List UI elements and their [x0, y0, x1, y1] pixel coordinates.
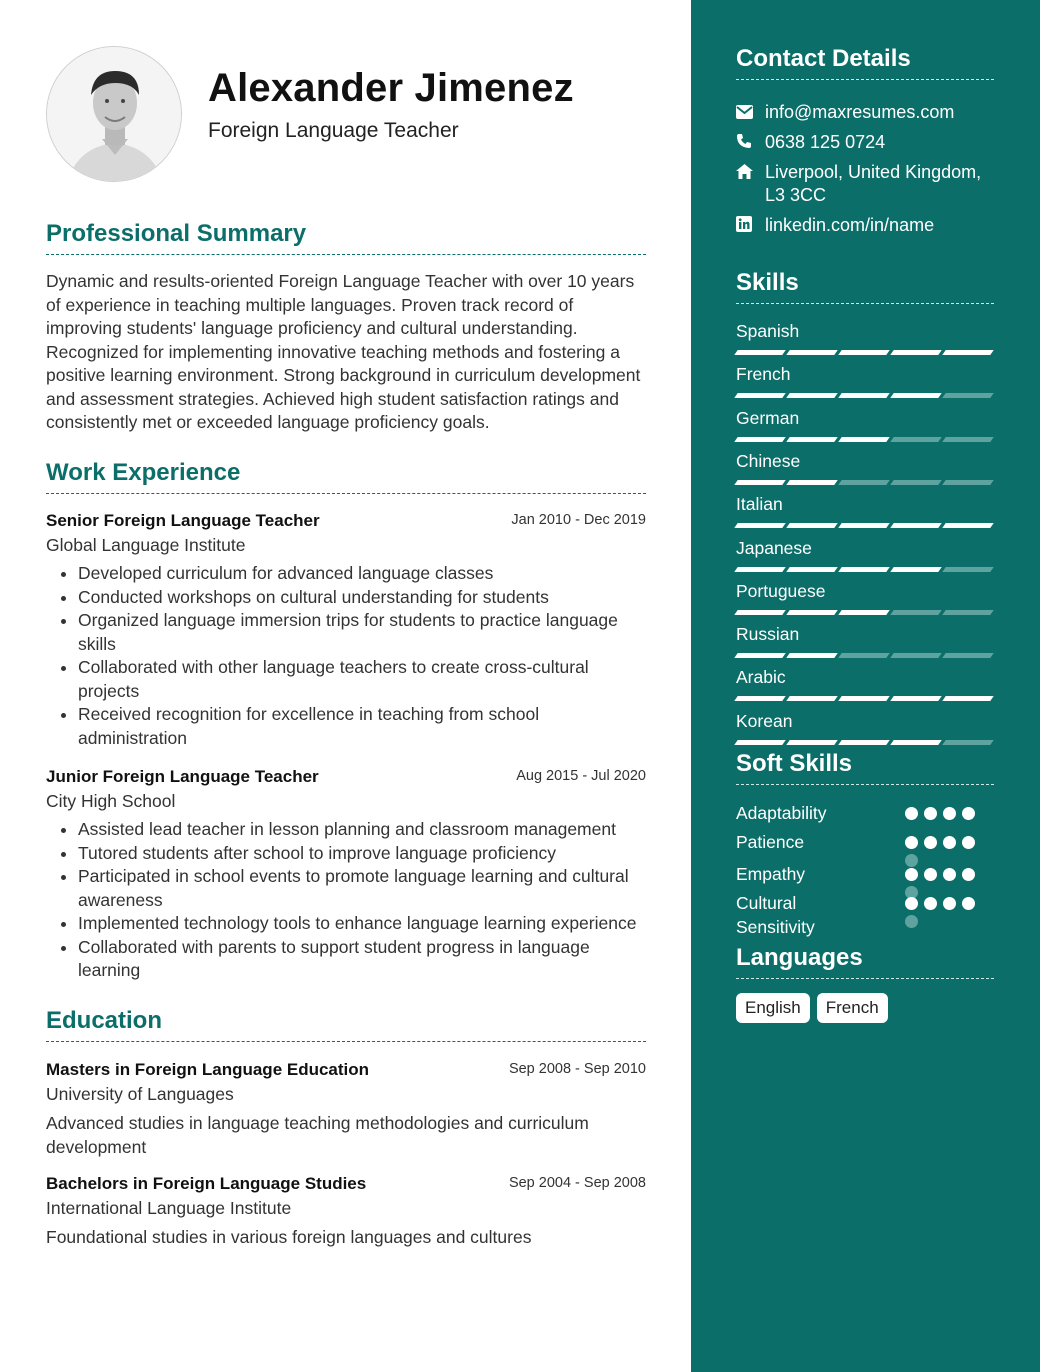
email-link[interactable]: info@maxresumes.com [765, 102, 955, 122]
soft-skill-item [736, 891, 996, 939]
skill-label: Japanese [736, 537, 812, 558]
job-dates: Jan 2010 - Dec 2019 [511, 512, 646, 528]
soft-skill-rating [905, 897, 975, 910]
language-chip: English [736, 993, 810, 1023]
rating-dot [924, 836, 937, 849]
skill-label: Italian [736, 494, 783, 515]
soft-skill-rating [905, 836, 975, 849]
skill-level-segment [838, 696, 890, 701]
skill-level-segment [942, 567, 994, 572]
job-role: Senior Foreign Language Teacher [46, 511, 320, 530]
skill-level-segment [890, 653, 942, 658]
skill-level-segment [942, 740, 994, 745]
profile-photo [46, 46, 182, 182]
skill-level-segment [942, 480, 994, 485]
skill-level-segment [734, 523, 786, 528]
job-bullet: • Tutored students after school to improve language proficiency [78, 842, 646, 866]
contact-linkedin [736, 214, 996, 237]
soft-skill-rating [905, 807, 975, 820]
education-entry [46, 1060, 646, 1159]
rating-dot [962, 836, 975, 849]
skill-level-segment [890, 393, 942, 398]
skill-level-segment [838, 567, 890, 572]
summary-heading: Professional Summary [46, 220, 646, 255]
soft-skill-item [736, 801, 996, 825]
rating-dot [962, 897, 975, 910]
education-entry [46, 1174, 646, 1250]
envelope-icon [736, 101, 765, 124]
skill-label: Spanish [736, 321, 800, 341]
soft-skill-label: Patience [736, 832, 805, 852]
skill-item [736, 624, 994, 658]
summary-text: Dynamic and results-oriented Foreign Language Teacher with over 10 years of experience in teaching multiple languages. Proven track record of improving students' language proficiency and cultural understanding. Recognized for implementing innovative teaching methods and fostering a positive learning environment. Strong background in curriculum development and assessment strategies. Achieved high student satisfaction ratings and consistently met or exceeded language proficiency goals. [46, 271, 641, 432]
soft-skill-item [736, 862, 996, 886]
skill-level-segment [838, 740, 890, 745]
skill-item [736, 494, 994, 528]
skill-level-segment [786, 740, 838, 745]
skill-level-segment [838, 480, 890, 485]
sidebar [691, 0, 1040, 1372]
candidate-name: Alexander Jimenez [208, 66, 574, 110]
skills-heading: Skills [736, 269, 994, 304]
contact-address [736, 161, 996, 207]
rating-dot [943, 868, 956, 881]
skill-level-segment [786, 567, 838, 572]
skill-label: German [736, 407, 800, 428]
skill-level-segment [838, 437, 890, 442]
language-chip: French [817, 993, 888, 1023]
skill-item [736, 408, 994, 442]
skill-level-bar [736, 523, 994, 528]
job-org: Global Language Institute [46, 535, 246, 555]
edu-desc: Foundational studies in various foreign languages and cultures [46, 1227, 532, 1247]
rating-dot [924, 807, 937, 820]
rating-dot [924, 868, 937, 881]
skill-level-segment [838, 653, 890, 658]
rating-dot [905, 807, 918, 820]
skill-level-segment [786, 610, 838, 615]
rating-dot [962, 807, 975, 820]
job-bullet: • Conducted workshops on cultural understanding for students [78, 586, 646, 610]
rating-dot [905, 915, 918, 928]
skill-level-segment [890, 696, 942, 701]
skill-label: Arabic [736, 667, 786, 688]
job-bullet: • Implemented technology tools to enhance language learning experience [78, 912, 646, 936]
skill-level-bar [736, 393, 994, 398]
rating-dot [962, 868, 975, 881]
skill-level-segment [734, 350, 786, 355]
rating-dot [905, 868, 918, 881]
skill-label: Chinese [736, 450, 801, 471]
skill-level-segment [734, 740, 786, 745]
contact-email [736, 101, 996, 124]
skill-level-bar [736, 653, 994, 658]
rating-dot [943, 836, 956, 849]
skill-label: Russian [736, 624, 800, 645]
skill-level-segment [890, 480, 942, 485]
skill-level-segment [890, 740, 942, 745]
skill-level-segment [734, 480, 786, 485]
skill-item [736, 364, 994, 398]
skill-level-segment [786, 653, 838, 658]
skill-level-segment [942, 437, 994, 442]
home-icon [736, 161, 765, 184]
languages-heading: Languages [736, 944, 994, 979]
skill-level-segment [890, 567, 942, 572]
edu-school: International Language Institute [46, 1198, 292, 1218]
edu-desc: Advanced studies in language teaching methodologies and curriculum development [46, 1113, 589, 1157]
experience-heading: Work Experience [46, 459, 646, 494]
job-bullet: • Participated in school events to promote language learning and cultural awareness [78, 865, 646, 912]
edu-degree: Masters in Foreign Language Education [46, 1060, 370, 1079]
skill-label: Portuguese [736, 580, 826, 601]
skill-level-bar [736, 437, 994, 442]
skill-item [736, 667, 994, 701]
skill-level-segment [734, 653, 786, 658]
skill-level-segment [942, 523, 994, 528]
rating-dot [943, 897, 956, 910]
phone-icon [736, 131, 765, 154]
job-bullet: • Organized language immersion trips for students to practice language skills [78, 609, 646, 656]
skill-level-segment [942, 696, 994, 701]
soft-skill-item [736, 830, 996, 854]
soft-skill-label: Empathy [736, 864, 806, 884]
job-org: City High School [46, 791, 176, 811]
job-bullet: • Developed curriculum for advanced language classes [78, 562, 646, 586]
job-bullets [46, 562, 646, 750]
skill-level-segment [734, 696, 786, 701]
skill-level-bar [736, 480, 994, 485]
contact-phone [736, 131, 996, 154]
phone-text: 0638 125 0724 [765, 132, 886, 152]
skill-level-segment [838, 350, 890, 355]
rating-dot [905, 836, 918, 849]
soft-skill-label: Adaptability [736, 803, 827, 823]
skill-level-segment [890, 523, 942, 528]
skill-level-segment [786, 393, 838, 398]
skill-level-bar [736, 567, 994, 572]
job-dates: Aug 2015 - Jul 2020 [516, 768, 646, 784]
skill-item [736, 451, 994, 485]
skill-item [736, 711, 994, 745]
skill-level-segment [734, 610, 786, 615]
edu-school: University of Languages [46, 1084, 234, 1104]
skill-level-bar [736, 696, 994, 701]
edu-dates: Sep 2008 - Sep 2010 [508, 1061, 646, 1077]
job-bullet: • Received recognition for excellence in teaching from school administration [78, 703, 646, 750]
skill-level-segment [890, 350, 942, 355]
job-entry [46, 511, 646, 750]
skill-level-segment [838, 523, 890, 528]
candidate-title: Foreign Language Teacher [208, 119, 459, 142]
skill-level-segment [786, 437, 838, 442]
linkedin-icon [736, 214, 765, 237]
skill-level-segment [942, 610, 994, 615]
job-entry [46, 767, 646, 983]
rating-dot [905, 897, 918, 910]
job-bullets [46, 818, 646, 983]
skill-level-segment [838, 610, 890, 615]
rating-dot [943, 807, 956, 820]
linkedin-link[interactable]: linkedin.com/in/name [765, 215, 935, 235]
job-bullet: • Collaborated with parents to support student progress in language learning [78, 936, 646, 983]
soft-skill-label: Cultural Sensitivity [736, 893, 815, 937]
job-bullet: • Assisted lead teacher in lesson planning and classroom management [78, 818, 646, 842]
skill-level-segment [890, 437, 942, 442]
job-bullet: • Collaborated with other language teachers to create cross-cultural projects [78, 656, 646, 703]
skill-level-bar [736, 610, 994, 615]
skill-level-segment [734, 567, 786, 572]
skill-level-segment [942, 393, 994, 398]
skill-level-segment [734, 437, 786, 442]
skill-level-segment [734, 393, 786, 398]
contact-heading: Contact Details [736, 45, 994, 80]
rating-dot [924, 897, 937, 910]
skill-item [736, 538, 994, 572]
skill-level-bar [736, 350, 994, 355]
edu-degree: Bachelors in Foreign Language Studies [46, 1174, 367, 1193]
job-role: Junior Foreign Language Teacher [46, 767, 319, 786]
skill-level-segment [890, 610, 942, 615]
skill-level-segment [786, 523, 838, 528]
skill-level-segment [942, 350, 994, 355]
skill-item [736, 321, 994, 355]
skill-item [736, 581, 994, 615]
skill-level-segment [942, 653, 994, 658]
skill-level-bar [736, 740, 994, 745]
skill-label: Korean [736, 710, 793, 731]
edu-dates: Sep 2004 - Sep 2008 [508, 1175, 646, 1191]
education-heading: Education [46, 1007, 646, 1042]
skill-level-segment [786, 350, 838, 355]
skill-level-segment [786, 480, 838, 485]
skill-level-segment [786, 696, 838, 701]
soft-skills-heading: Soft Skills [736, 750, 994, 785]
soft-skill-rating [905, 868, 975, 881]
address-text: Liverpool, United Kingdom, L3 3CC [765, 162, 982, 205]
skill-label: French [736, 364, 791, 385]
language-chips [736, 993, 888, 1023]
skill-level-segment [838, 393, 890, 398]
